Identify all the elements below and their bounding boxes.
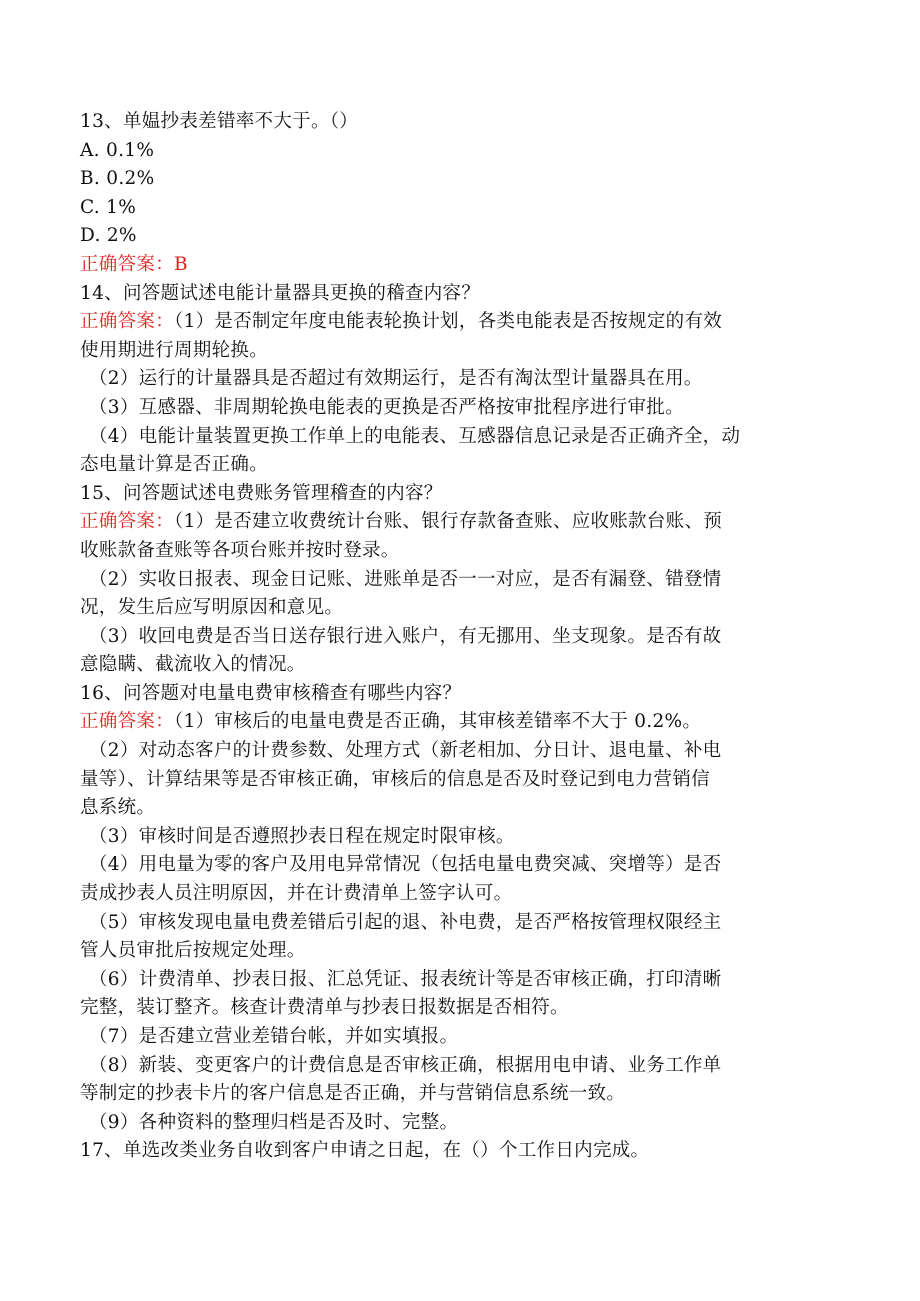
answer-line: （2）对动态客户的计费参数、处理方式（新老相加、分日计、退电量、补电 <box>89 740 722 762</box>
answer-text: （1）是否建立收费统计台账、银行存款备查账、应收账款台账、预 <box>174 511 723 533</box>
answer-value: B <box>174 253 188 275</box>
answer-label: 正确答案： <box>80 253 175 275</box>
answer-text: （1）审核后的电量电费是否正确，其审核差错率不大于 0.2%。 <box>174 711 702 733</box>
answer-line: 管人员审批后按规定处理。 <box>80 940 306 962</box>
answer-line: 责成抄表人员注明原因，并在计费清单上签字认可。 <box>80 883 513 905</box>
answer-label: 正确答案： <box>80 311 175 333</box>
answer-13 <box>80 251 840 280</box>
question-17: 17、单选改类业务自收到客户申请之日起，在（）个工作日内完成。 <box>80 1140 650 1162</box>
answer-line: 收账款备查账等各项台账并按时登录。 <box>80 539 400 561</box>
answer-line: 况，发生后应写明原因和意见。 <box>80 597 344 619</box>
answer-line: （9）各种资料的整理归档是否及时、完整。 <box>89 1111 459 1133</box>
answer-line: （2）运行的计量器具是否超过有效期运行，是否有淘汰型计量器具在用。 <box>89 368 703 390</box>
question-16: 16、问答题对电量电费审核稽查有哪些内容？ <box>80 682 462 704</box>
answer-line: 使用期进行周期轮换。 <box>80 339 269 361</box>
answer-16-first <box>80 708 840 737</box>
option-b: B. 0.2% <box>80 168 155 190</box>
answer-line: （4）用电量为零的客户及用电异常情况（包括电量电费突减、突增等）是否 <box>89 854 722 876</box>
answer-line: （8）新装、变更客户的计费信息是否审核正确，根据用电申请、业务工作单 <box>89 1054 722 1076</box>
answer-line: 意隐瞒、截流收入的情况。 <box>80 654 306 676</box>
answer-text: （1）是否制定年度电能表轮换计划，各类电能表是否按规定的有效 <box>174 311 723 333</box>
question-15: 15、问答题试述电费账务管理稽查的内容？ <box>80 482 443 504</box>
answer-15-first <box>80 508 840 537</box>
answer-line: （3）审核时间是否遵照抄表日程在规定时限审核。 <box>89 825 515 847</box>
answer-label: 正确答案： <box>80 511 175 533</box>
answer-line: 态电量计算是否正确。 <box>80 454 269 476</box>
answer-14-first <box>80 308 840 337</box>
answer-line: （2）实收日报表、现金日记账、进账单是否一一对应，是否有漏登、错登情 <box>89 568 722 590</box>
option-c: C. 1% <box>80 196 137 218</box>
answer-label: 正确答案： <box>80 711 175 733</box>
answer-line: （3）互感器、非周期轮换电能表的更换是否严格按审批程序进行审批。 <box>89 396 684 418</box>
document-page <box>80 108 840 1166</box>
answer-line: （3）收回电费是否当日送存银行进入账户，有无挪用、坐支现象。是否有故 <box>89 625 722 647</box>
answer-line: 量等）、计算结果等是否审核正确，审核后的信息是否及时登记到电力营销信 <box>80 768 710 790</box>
answer-line: 息系统。 <box>80 797 156 819</box>
answer-line: 等制定的抄表卡片的客户信息是否正确，并与营销信息系统一致。 <box>80 1083 626 1105</box>
option-d: D. 2% <box>80 225 137 247</box>
answer-line: （6）计费清单、抄表日报、汇总凭证、报表统计等是否审核正确，打印清晰 <box>89 968 722 990</box>
option-a: A. 0.1% <box>80 139 155 161</box>
answer-line: 完整，装订整齐。核查计费清单与抄表日报数据是否相符。 <box>80 997 569 1019</box>
answer-line: （7）是否建立营业差错台帐，并如实填报。 <box>89 1026 459 1047</box>
answer-line: （4）电能计量装置更换工作单上的电能表、互感器信息记录是否正确齐全，动 <box>89 425 741 447</box>
question-14: 14、问答题试述电能计量器具更换的稽查内容？ <box>80 282 481 304</box>
answer-line: （5）审核发现电量电费差错后引起的退、补电费，是否严格按管理权限经主 <box>89 911 722 933</box>
question-13: 13、单媪抄表差错率不大于。（） <box>80 111 359 132</box>
